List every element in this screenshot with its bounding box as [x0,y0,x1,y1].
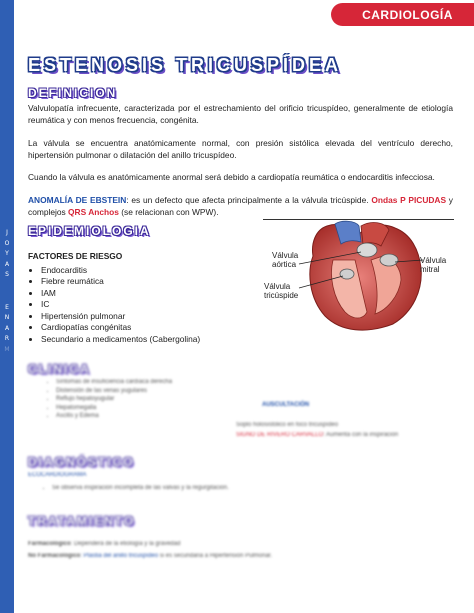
list-item: • Hepatomegalia [56,404,244,413]
side-letter: A [4,260,10,268]
page-title: ESTENOSIS TRICUSPÍDEA [28,55,343,75]
definicion-p3: Cuando la válvula es anatómicamente anormal será debido a cardiopatía reumática o endocarditis infecciosa. [28,172,435,182]
ebstein-text: : es un defecto que afecta principalmente a la válvula tricúspide. [126,195,372,205]
risk-factors [28,251,258,345]
list-item: • Hipertensión pulmonar [41,311,258,323]
side-letter: M [4,345,10,353]
nofarm-label: No Farmacológico [28,553,81,559]
definicion-heading: DEFINICION [28,86,118,100]
category-tag: CARDIOLOGÍA [331,3,474,26]
list-item: • Secundario a medicamentos (Cabergolina) [41,334,258,346]
list-item: • Cardiopatías congénitas [41,322,258,334]
clinica-list [44,378,244,421]
list-item: • IAM [41,288,258,300]
heart-illustration [263,220,458,338]
list-item: • Síntomas de insuficiencia cardíaca derecha [56,378,244,387]
clinica-heading: CLINICA [28,362,91,376]
side-letter: J [6,229,8,236]
side-letter: A [4,324,10,332]
nofarm-blue: : Plastia del anillo tricuspídeo [80,553,159,559]
farm-text: : Dependerá de la etiología y la gravedad [70,541,181,547]
diagnostico-item [40,484,360,493]
list-item: • Endocarditis [41,265,258,277]
auscultacion-label: AUSCULTACIÓN [262,402,310,408]
side-letter: Y [5,250,9,257]
epidemiologia-heading: EPIDEMIOLOGIA [28,224,151,238]
ebstein-connector: y complejos [28,195,453,217]
list-item: • Ascitis y Edema [56,412,244,421]
tratamiento-farm [28,540,428,549]
signo-text: : Aumenta con la inspiración [323,432,399,438]
tratamiento-nofarm [28,552,448,561]
ebstein-label: ANOMALÍA DE EBSTEIN [28,195,127,205]
ebstein-p-waves: Ondas P PICUDAS [371,195,447,205]
diagnostico-heading: DIAGNÓSTICO [28,455,135,469]
definicion-p2: La válvula se encuentra anatómicamente normal, con presión sistólica elevada del ventrículo derecho, hipertensión pulmonar o dilatación del anillo tricuspídeo. [28,138,453,160]
list-item: • Distensión de las venas yugulares [56,387,244,396]
tratamiento-heading: TRATAMIENTO [28,514,136,528]
side-letter: O [4,239,10,247]
ebstein-paragraph [28,195,453,218]
side-letter: S [5,271,9,278]
soplo-text: Soplo holosistólico en foco tricuspídeo [236,422,339,428]
label-aortic-valve: Válvula aórtica [272,251,299,269]
list-item: • Fiebre reumática [41,276,258,288]
nofarm-rest: si es secundaria a Hipertensión Pulmonar. [158,553,273,559]
farm-label: Farmacológico [28,541,71,547]
side-letter: R [4,335,10,342]
list-item: • Se observa inspiración incompleta de las valvas y la regurgitación. [52,484,360,493]
definicion-p1: Valvulopatía infrecuente, caracterizada por el estrechamiento del orificio tricuspídeo, generalmente de etiología reumática y con menos frecuencia, congénita. [28,103,453,125]
ebstein-qrs: QRS Anchos [68,206,119,217]
signo-label: SIGNO DE RIVERO CARVALLO [236,432,324,438]
list-item: • IC [41,299,258,311]
risk-title: FACTORES DE RIESGO [28,251,123,261]
diagnostico-sub: ECOCARDIOGRAMA [28,472,87,478]
ebstein-end: (se relacionan con WPW). [118,206,219,217]
side-letters [2,228,12,355]
signo-line [236,431,461,440]
side-letter: N [4,314,10,321]
label-tricuspid-valve: Válvula tricúspide [264,282,299,300]
list-item: • Reflujo hepatoyugular [56,395,244,404]
side-letter: E [5,303,9,311]
label-mitral-valve: Válvula mitral [420,256,447,274]
